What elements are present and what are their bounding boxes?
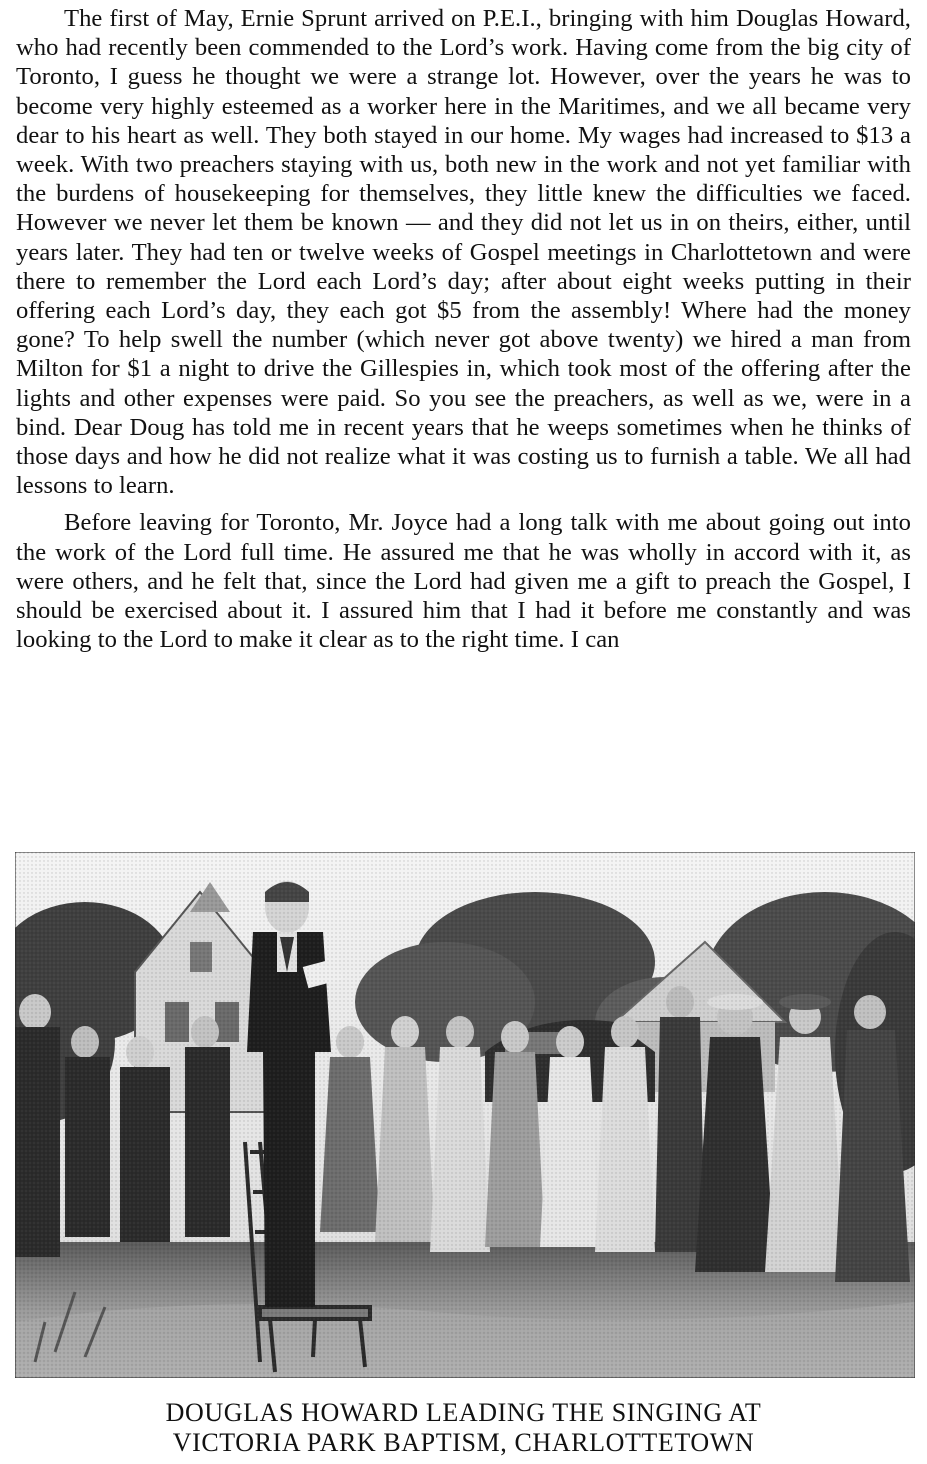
caption-line-1: DOUGLAS HOWARD LEADING THE SINGING AT: [165, 1398, 762, 1427]
paragraph-2: Before leaving for Toronto, Mr. Joyce had a long talk with me about going out into the work of the Lord full time. He assured me that he was wholly in accord with it, as were others, and he felt that, since the Lord had given me a gift to preach the Gospel, I should be exercised about it. I assured him that I had it before me constantly and was looking to the Lord to make it clear as to the right time. I can: [16, 509, 911, 654]
paragraph-1: The first of May, Ernie Sprunt arrived on P.E.I., bringing with him Douglas Howard, who had recently been commended to the Lord’s work. Having come from the big city of Toronto, I guess he thought we were a strange lot. However, over the years he was to become very highly esteemed as a worker here in the Maritimes, and we all became very dear to his heart as well. They both stayed in our home. My wages had increased to $13 a week. With two preachers staying with us, both new in the work and not yet familiar with the burdens of housekeeping for themselves, they little knew the difficulties we faced. However we never let them be known — and they did not let us in on theirs, either, until years later. They had ten or twelve weeks of Gospel meetings in Charlottetown and were there to remember the Lord each Lord’s day; after about eight weeks putting in their offering each Lord’s day, they each got $5 from the assembly! Where had the money gone? To help swell the number (which never got above twenty) we hired a man from Milton for $1 a night to drive the Gillespies in, which took most of the offering after the lights and other expenses were paid. So you see the preachers, as well as we, were in a bind. Dear Doug has told me in recent years that he weeps sometimes when he thinks of those days and how he did not realize what it was costing us to furnish a table. We all had lessons to learn.: [16, 5, 911, 500]
photograph-singing-at-baptism: [15, 852, 915, 1378]
caption-line-2: VICTORIA PARK BAPTISM, CHARLOTTETOWN: [172, 1428, 755, 1457]
body-text: [16, 4, 911, 654]
photo-caption: [0, 1398, 927, 1458]
photo-illustration: [15, 852, 915, 1378]
